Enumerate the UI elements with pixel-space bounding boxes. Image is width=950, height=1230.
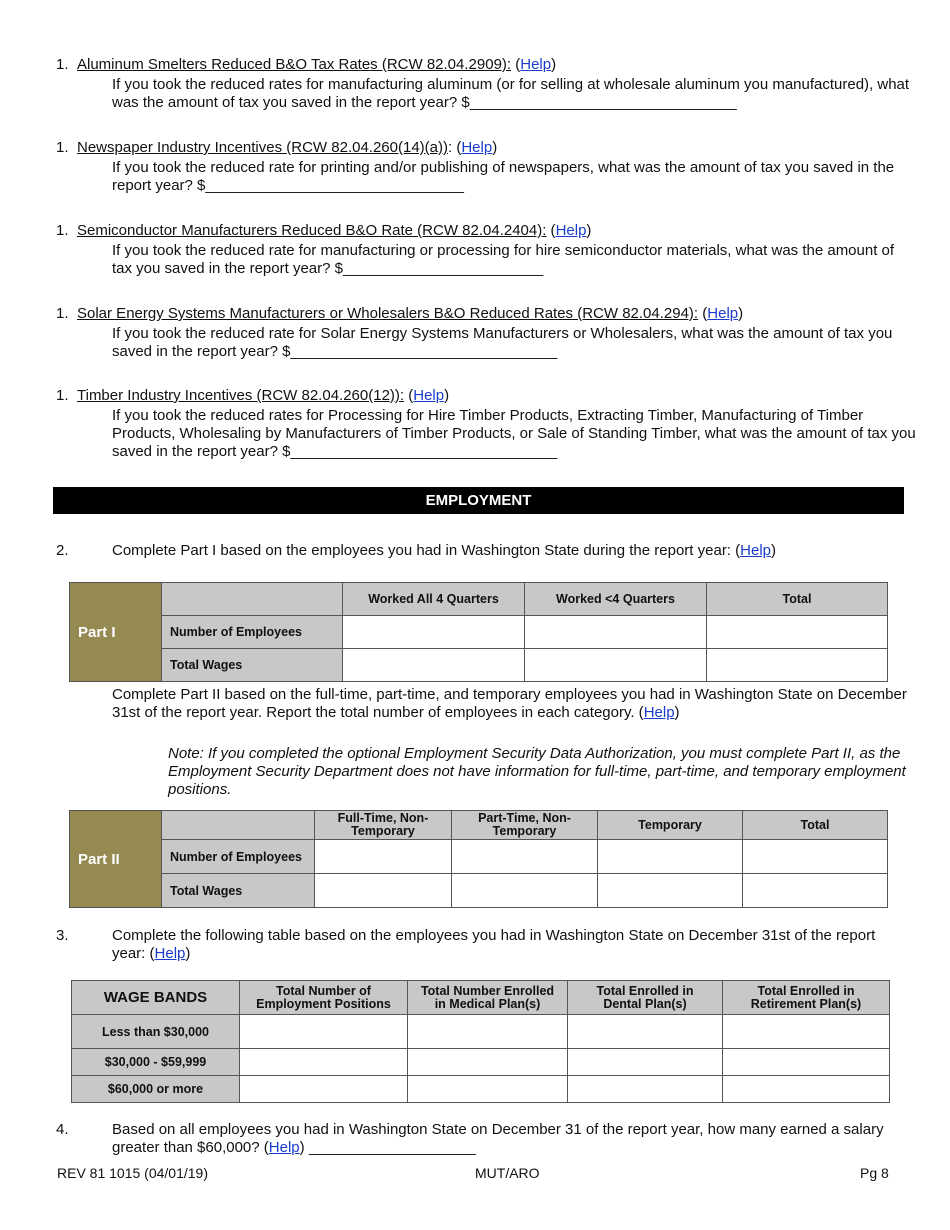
- input-cell[interactable]: [240, 1076, 408, 1103]
- column-header: Total: [707, 583, 888, 616]
- input-cell[interactable]: [707, 649, 888, 682]
- input-cell[interactable]: [743, 840, 888, 874]
- item-number: 1.: [56, 56, 69, 73]
- item-number: 1.: [56, 305, 69, 322]
- column-header: Part-Time, Non-Temporary: [452, 811, 598, 840]
- input-cell[interactable]: [723, 1049, 890, 1076]
- input-cell[interactable]: [598, 840, 743, 874]
- help-link[interactable]: Help: [268, 1139, 300, 1156]
- input-cell[interactable]: [408, 1076, 568, 1103]
- input-cell[interactable]: [525, 616, 707, 649]
- row-label: Total Wages: [162, 874, 315, 908]
- item-number: 1.: [56, 387, 69, 404]
- footer-form-id: REV 81 1015 (04/01/19): [57, 1165, 208, 1181]
- item-title: Timber Industry Incentives (RCW 82.04.260(12)):: [77, 387, 405, 404]
- input-cell[interactable]: [723, 1015, 890, 1049]
- input-cell[interactable]: [568, 1015, 723, 1049]
- input-cell[interactable]: [568, 1076, 723, 1103]
- help-link[interactable]: Help: [520, 56, 552, 73]
- item-question: If you took the reduced rate for manufacturing or processing for hire semiconductor materials, what was the amount of tax you saved in the report year? $________________________: [112, 242, 895, 277]
- input-cell[interactable]: [240, 1015, 408, 1049]
- input-cell[interactable]: [315, 840, 452, 874]
- incentive-newspaper: [56, 139, 916, 195]
- row-label: $60,000 or more: [72, 1076, 240, 1103]
- part-2-instructions: Complete Part II based on the full-time, part-time, and temporary employees you had in Washington State on December 31st of the report year. Report the total number of employees in each category. (Help): [112, 686, 907, 721]
- input-cell[interactable]: [598, 874, 743, 908]
- part-1-label: Part I: [70, 583, 162, 682]
- column-header: Total: [743, 811, 888, 840]
- question-2: [56, 542, 906, 560]
- item-question: If you took the reduced rates for manufacturing aluminum (or for selling at wholesale aluminum you manufactured), what was the amount of tax you saved in the report year? $________________________________: [112, 76, 910, 111]
- item-heading: Solar Energy Systems Manufacturers or Wholesalers B&O Reduced Rates (RCW 82.04.294): (Help): [77, 305, 744, 322]
- help-link[interactable]: Help: [740, 542, 771, 559]
- input-cell[interactable]: [408, 1015, 568, 1049]
- input-cell[interactable]: [408, 1049, 568, 1076]
- incentive-semiconductor: [56, 222, 916, 278]
- column-header: Total Number Enrolled in Medical Plan(s): [408, 981, 568, 1015]
- row-label: $30,000 - $59,999: [72, 1049, 240, 1076]
- item-number: 1.: [56, 139, 69, 156]
- column-header: Worked All 4 Quarters: [343, 583, 525, 616]
- part-2-label: Part II: [70, 811, 162, 908]
- input-cell[interactable]: [452, 874, 598, 908]
- row-label: Number of Employees: [162, 616, 343, 649]
- question-text: Complete the following table based on the employees you had in Washington State on December 31st of the report year: (Help): [112, 927, 876, 962]
- help-link[interactable]: Help: [555, 222, 587, 239]
- question-number: 2.: [56, 542, 69, 559]
- column-header: Total Number of Employment Positions: [240, 981, 408, 1015]
- input-cell[interactable]: [743, 874, 888, 908]
- input-cell[interactable]: [343, 649, 525, 682]
- question-4: [56, 1121, 906, 1157]
- input-cell[interactable]: [343, 616, 525, 649]
- header-blank: [162, 811, 315, 840]
- item-heading: Timber Industry Incentives (RCW 82.04.260(12)): (Help): [77, 387, 450, 404]
- section-title-employment: EMPLOYMENT: [53, 487, 904, 514]
- item-question: If you took the reduced rates for Processing for Hire Timber Products, Extracting Timber, Manufacturing of Timber Products, Wholesaling by Manufacturers of Timber Products, or Sale of Standing Timber, what was the amount of tax you saved in the report year? $________________________________: [112, 407, 916, 460]
- item-heading: Newspaper Industry Incentives (RCW 82.04.260(14)(a)): (Help): [77, 139, 498, 156]
- item-title: Solar Energy Systems Manufacturers or Wholesalers B&O Reduced Rates (RCW 82.04.294):: [77, 305, 699, 322]
- footer-center: MUT/ARO: [475, 1165, 540, 1181]
- part-2-note: Note: If you completed the optional Employment Security Data Authorization, you must complete Part II, as the Employment Security Department does not have information for full-time, part-time, and temporary employment positions.: [168, 745, 906, 798]
- item-heading: Aluminum Smelters Reduced B&O Tax Rates (RCW 82.04.2909): (Help): [77, 56, 557, 73]
- row-label: Less than $30,000: [72, 1015, 240, 1049]
- item-number: 1.: [56, 222, 69, 239]
- help-link[interactable]: Help: [461, 139, 493, 156]
- question-number: 3.: [56, 927, 69, 944]
- item-question: If you took the reduced rate for Solar Energy Systems Manufacturers or Wholesalers, what was the amount of tax you saved in the report year? $________________________________: [112, 325, 893, 360]
- part-2-table: [69, 810, 888, 908]
- column-header: Total Enrolled in Retirement Plan(s): [723, 981, 890, 1015]
- item-heading: Semiconductor Manufacturers Reduced B&O Rate (RCW 82.04.2404): (Help): [77, 222, 592, 239]
- incentive-timber: [56, 387, 916, 461]
- help-link[interactable]: Help: [643, 704, 675, 721]
- header-blank: [162, 583, 343, 616]
- item-title: Semiconductor Manufacturers Reduced B&O Rate (RCW 82.04.2404):: [77, 222, 547, 239]
- column-header: Worked <4 Quarters: [525, 583, 707, 616]
- incentive-solar: [56, 305, 916, 361]
- column-header: WAGE BANDS: [72, 981, 240, 1015]
- row-label: Number of Employees: [162, 840, 315, 874]
- item-question: If you took the reduced rate for printing and/or publishing of newspapers, what was the amount of tax you saved in the report year? $_______________________________: [112, 159, 895, 194]
- footer-page-number: Pg 8: [860, 1165, 889, 1181]
- question-text: Complete Part I based on the employees you had in Washington State during the report year: (Help): [112, 542, 776, 559]
- part-1-table: [69, 582, 888, 682]
- input-cell[interactable]: [568, 1049, 723, 1076]
- column-header: Temporary: [598, 811, 743, 840]
- column-header: Full-Time, Non-Temporary: [315, 811, 452, 840]
- input-cell[interactable]: [707, 616, 888, 649]
- column-header: Total Enrolled in Dental Plan(s): [568, 981, 723, 1015]
- input-cell[interactable]: [525, 649, 707, 682]
- incentive-aluminum: [56, 56, 916, 112]
- help-link[interactable]: Help: [413, 387, 445, 404]
- question-number: 4.: [56, 1121, 69, 1138]
- item-title: Newspaper Industry Incentives (RCW 82.04.260(14)(a)): [77, 139, 448, 156]
- wage-bands-table: [71, 980, 890, 1103]
- question-3: [56, 927, 906, 963]
- row-label: Total Wages: [162, 649, 343, 682]
- help-link[interactable]: Help: [154, 945, 186, 962]
- input-cell[interactable]: [452, 840, 598, 874]
- input-cell[interactable]: [723, 1076, 890, 1103]
- question-text: Based on all employees you had in Washington State on December 31 of the report year, how many earned a salary greater than $60,000? (Help) ____________________: [112, 1121, 884, 1156]
- input-cell[interactable]: [315, 874, 452, 908]
- help-link[interactable]: Help: [707, 305, 739, 322]
- item-title: Aluminum Smelters Reduced B&O Tax Rates (RCW 82.04.2909):: [77, 56, 512, 73]
- input-cell[interactable]: [240, 1049, 408, 1076]
